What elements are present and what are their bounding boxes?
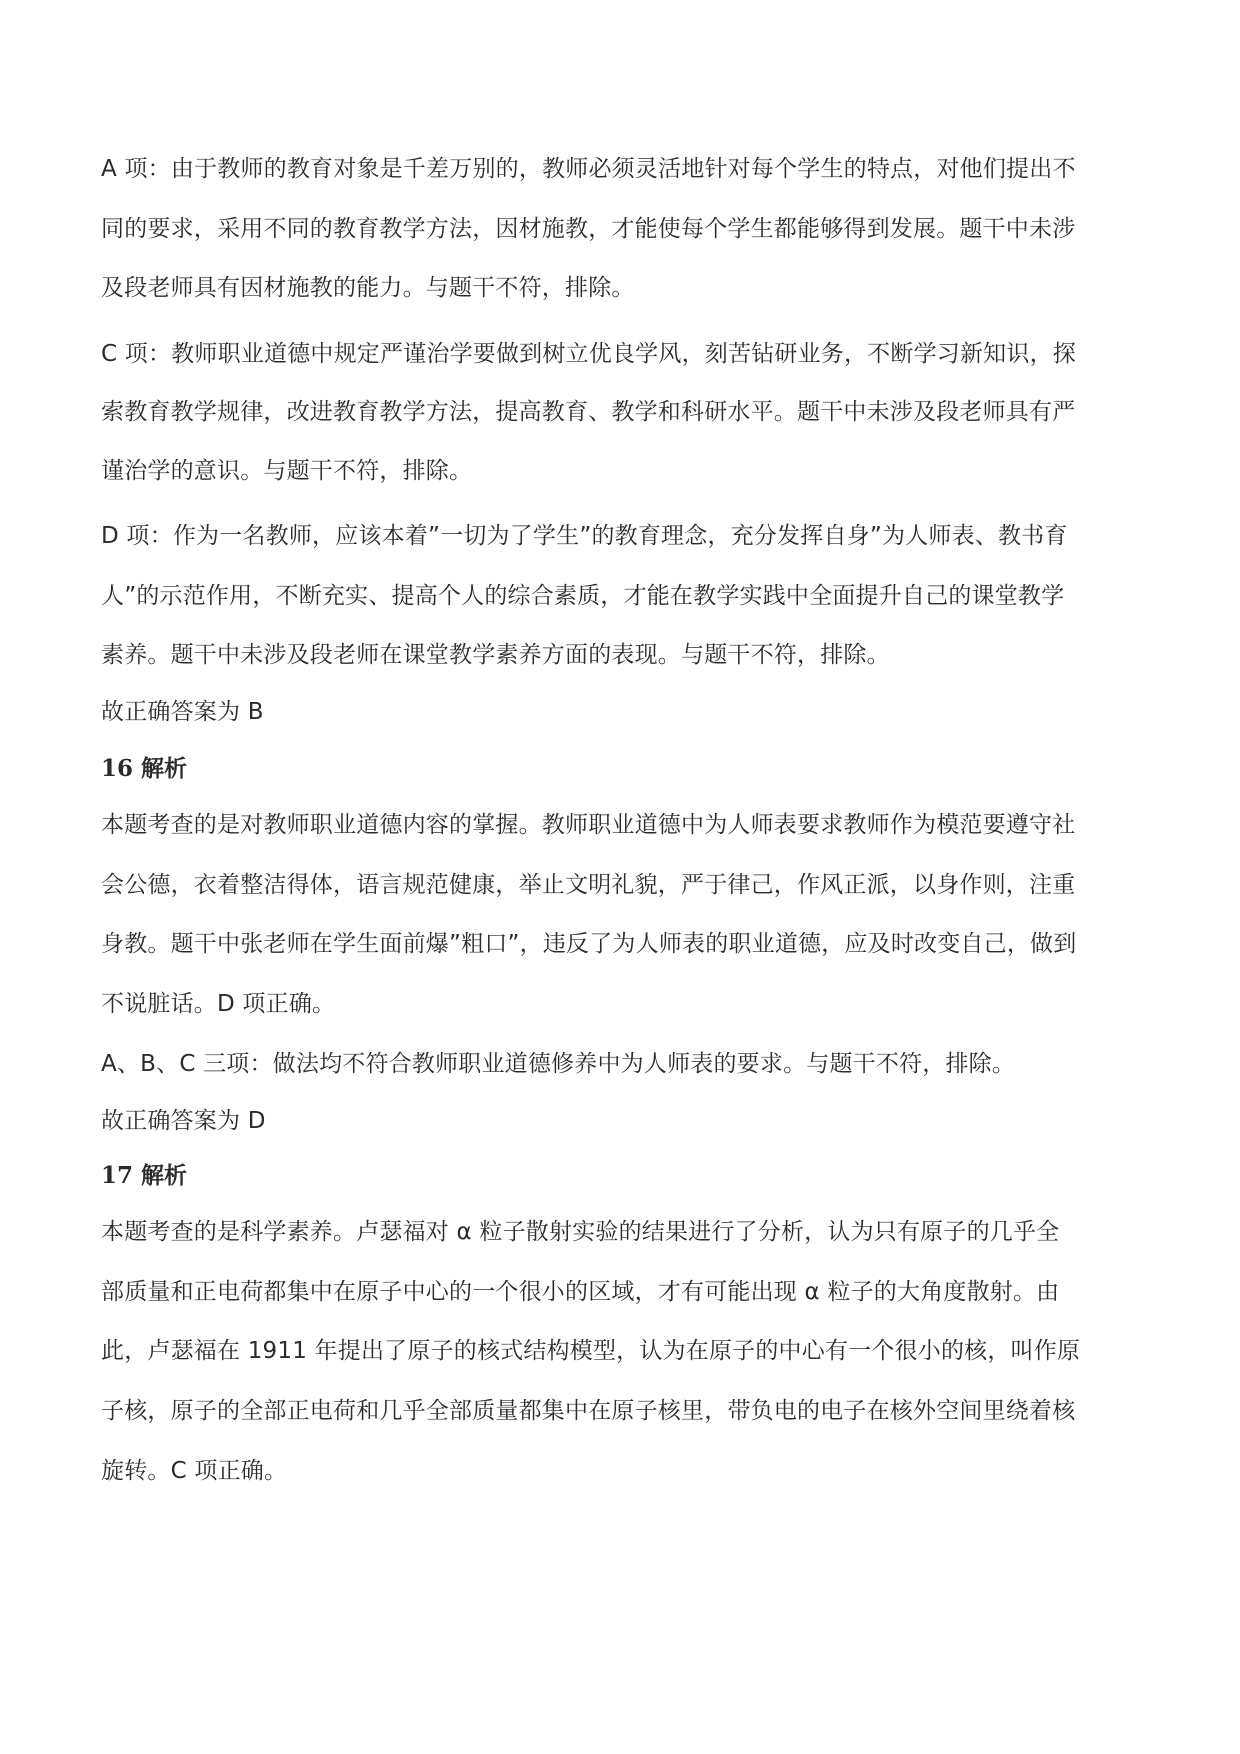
text-line: 谨治学的意识。与题干不符，排除。 xyxy=(101,458,473,484)
text-line: 会公德，衣着整洁得体，语言规范健康，举止文明礼貌，严于律己，作风正派，以身作则，注重 xyxy=(101,872,1076,898)
text-line: A 项：由于教师的教育对象是千差万别的，教师必须灵活地针对每个学生的特点，对他们提出不 xyxy=(101,156,1076,182)
answer-line: 故正确答案为 B xyxy=(101,699,264,725)
text-line: 人”的示范作用，不断充实、提高个人的综合素质，才能在教学实践中全面提升自己的课堂教学 xyxy=(101,583,1065,609)
text-line: A、B、C 三项：做法均不符合教师职业道德修养中为人师表的要求。与题干不符，排除。 xyxy=(101,1051,1016,1077)
section-heading: 17 解析 xyxy=(101,1162,188,1189)
text-line: 不说脏话。D 项正确。 xyxy=(101,991,336,1017)
text-line: 旋转。C 项正确。 xyxy=(101,1458,288,1484)
text-line: 本题考查的是对教师职业道德内容的掌握。教师职业道德中为人师表要求教师作为模范要遵守社 xyxy=(101,812,1076,838)
answer-line: 故正确答案为 D xyxy=(101,1108,266,1134)
text-line: 此，卢瑟福在 1911 年提出了原子的核式结构模型，认为在原子的中心有一个很小的核，叫作原 xyxy=(101,1338,1081,1364)
text-line: 索教育教学规律，改进教育教学方法，提高教育、教学和科研水平。题干中未涉及段老师具有严 xyxy=(101,399,1076,425)
text-line: 及段老师具有因材施教的能力。与题干不符，排除。 xyxy=(101,275,635,301)
text-line: C 项：教师职业道德中规定严谨治学要做到树立优良学风，刻苦钻研业务，不断学习新知识，探 xyxy=(101,341,1076,367)
text-line: 部质量和正电荷都集中在原子中心的一个很小的区域，才有可能出现 α 粒子的大角度散射。由 xyxy=(101,1279,1060,1305)
text-line: 素养。题干中未涉及段老师在课堂教学素养方面的表现。与题干不符，排除。 xyxy=(101,642,890,668)
text-line: 本题考查的是科学素养。卢瑟福对 α 粒子散射实验的结果进行了分析，认为只有原子的几乎全 xyxy=(101,1219,1060,1245)
section-heading: 16 解析 xyxy=(101,755,188,782)
text-line: 子核，原子的全部正电荷和几乎全部质量都集中在原子核里，带负电的电子在核外空间里绕着核 xyxy=(101,1398,1076,1424)
text-line: D 项：作为一名教师，应该本着”一切为了学生”的教育理念，充分发挥自身”为人师表、教书育 xyxy=(101,523,1068,549)
text-line: 身教。题干中张老师在学生面前爆”粗口”，违反了为人师表的职业道德，应及时改变自己，做到 xyxy=(101,931,1077,957)
text-line: 同的要求，采用不同的教育教学方法，因材施教，才能使每个学生都能够得到发展。题干中未涉 xyxy=(101,216,1076,242)
